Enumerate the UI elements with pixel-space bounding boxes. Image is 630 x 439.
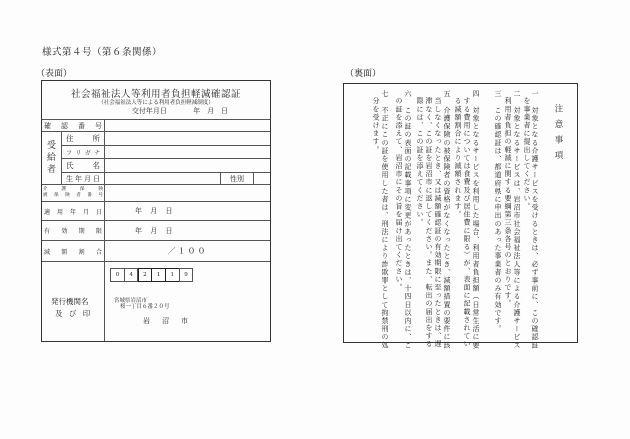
label-char: 所 (92, 134, 100, 143)
furigana-label (62, 146, 105, 158)
name-row (62, 158, 270, 172)
label-char: 保 (54, 193, 59, 198)
apply-date-row (42, 201, 270, 220)
card-subtitle: （社会福祉法人等による利用者負担軽減制度） (98, 100, 214, 106)
furigana-field[interactable] (105, 146, 270, 158)
label-char: 用 (56, 208, 63, 216)
insured-number-field[interactable] (105, 185, 270, 201)
confirmation-number-label (42, 120, 105, 131)
insurer-code-boxes (111, 268, 193, 282)
label-char: 号 (95, 121, 102, 130)
form-number: 様式第４号（第６条関係） (42, 47, 163, 58)
issuer-field (105, 262, 270, 341)
insured-number-label (42, 185, 105, 201)
issuer-label-line2: 及 び 印 (55, 309, 91, 318)
back-card (343, 83, 578, 350)
label-char: 限 (95, 228, 102, 235)
label-char: 月 (82, 208, 89, 216)
label-char: 有 (44, 228, 51, 235)
recipient-label (42, 132, 62, 184)
label-char: 介 (43, 187, 48, 192)
label-char: 名 (92, 161, 100, 170)
note-line: 利用者負担の軽減に関する要綱第三条各号のとおりです。 (504, 97, 512, 308)
label-char: 住 (66, 134, 74, 143)
notes-title: 注意事項 (553, 104, 563, 166)
label-char: 号 (98, 193, 103, 198)
card-header (42, 81, 270, 119)
label-char: 月 (84, 175, 91, 183)
note-line: 当しなくなったとき、又は減額確認証の有効期限に至ったときは、遅 (434, 97, 442, 349)
code-digit: 2 (138, 268, 153, 282)
label-char: 効 (61, 228, 68, 235)
gender-label: 性別 (220, 173, 254, 185)
label-char: 番 (87, 193, 92, 198)
front-card (41, 80, 271, 342)
reduction-rate-label (42, 241, 105, 261)
label-char: 期 (78, 228, 85, 235)
apply-date-label (42, 202, 105, 220)
label-char: 年 (69, 208, 76, 216)
note-line: 二 対象となるサービスは、岩沼市社会福祉法人等による介護サービス (513, 90, 521, 350)
label-char: フ (66, 149, 73, 157)
apply-date-value: 年 月 日 (135, 207, 173, 215)
label-char: 認 (61, 121, 68, 130)
label-char: 日 (95, 208, 102, 216)
code-digit: 1 (151, 268, 166, 282)
reduction-rate-row (42, 240, 270, 261)
issuer-city: 岩沼市 (143, 317, 200, 325)
note-line: の証を添えて、岩沼市にその旨を届け出てください。 (395, 97, 403, 292)
recipient-block (42, 131, 270, 184)
label-char: リ (75, 149, 82, 157)
label-char: 年 (75, 175, 82, 183)
address-label (62, 132, 105, 145)
note-line: 四 対象となるサービスを利用した場合、利用者負担額（日常生活に要 (472, 90, 480, 350)
expiry-row (42, 220, 270, 240)
label-char: 受 (46, 141, 56, 151)
confirmation-number-row (42, 119, 270, 131)
name-field[interactable] (105, 159, 270, 172)
issue-date (100, 106, 260, 116)
note-line: 一 対象となる介護サービスを受けるときは、必ず事前に、この確認証 (531, 90, 539, 350)
apply-date-field[interactable] (105, 202, 270, 220)
label-char: 確 (44, 121, 51, 130)
label-char: 生 (66, 175, 73, 183)
front-side-label: （表面） (36, 69, 73, 79)
insured-number-row (42, 184, 270, 201)
label-char: 被 (43, 193, 48, 198)
card-title: 社会福祉法人等利用者負担軽減確認証 (70, 89, 241, 100)
note-line: 六 この証の表面の記載事項に変更があったときは、十四日以内に、こ (404, 90, 412, 350)
issuer-label (42, 262, 105, 341)
note-line: 滞なく、この証を岩沼市に返してください。また、転出の届出をする (425, 97, 433, 349)
address-field[interactable] (105, 132, 270, 145)
issuer-label-line1: 発行機関名 (51, 297, 89, 306)
code-digit: 1 (165, 268, 180, 282)
address-row (62, 132, 270, 145)
label-char: 給 (46, 153, 56, 163)
label-char: ガ (84, 149, 91, 157)
issuer-row (42, 261, 270, 341)
note-line: 際には、この証を添えてください。 (416, 97, 424, 227)
label-char: 番 (78, 121, 85, 130)
label-char: 保 (80, 187, 85, 192)
note-line: する費用については食費及び居住費に限る）が、表面に記載されてい (463, 97, 471, 349)
expiry-field[interactable] (105, 221, 270, 240)
expiry-value: 年 月 日 (135, 226, 173, 235)
code-digit: 9 (179, 268, 194, 282)
label-char: 氏 (66, 161, 74, 170)
label-char: ナ (93, 149, 100, 157)
label-char: 険 (65, 193, 70, 198)
label-char: 者 (46, 165, 56, 175)
expiry-label (42, 221, 105, 240)
label-char: 険 (98, 187, 103, 192)
label-char: 日 (93, 175, 100, 183)
issue-date-label: 交付年月日 (131, 107, 167, 115)
issuer-address-line2: 桜一丁目６番２０号 (120, 304, 170, 310)
label-char: 合 (95, 248, 102, 256)
label-char: 適 (44, 208, 51, 216)
issue-date-value: 年 月 日 (193, 107, 229, 115)
label-char: 減 (44, 248, 51, 256)
issuer-address-line1: 宮城県岩沼市 (114, 298, 148, 304)
note-line: 五 介護保険の被保険者の資格がなくなったとき、減額措置の要件に該 (443, 90, 451, 350)
note-line: 三 この確認証は、都道府県に申出のあった事業者のみ有効です。 (494, 90, 502, 333)
note-line: を事業者に提出してください。 (523, 97, 531, 211)
note-line: る減額割合により減額されます。 (454, 97, 462, 219)
back-side-label: （裏面） (345, 69, 382, 79)
furigana-row (62, 145, 270, 158)
label-char: 護 (61, 187, 66, 192)
label-line (43, 193, 103, 199)
label-char: 割 (78, 248, 85, 256)
code-digit: 4 (124, 268, 139, 282)
code-digit: 0 (110, 268, 125, 282)
note-line: 分を受けます。 (372, 97, 380, 154)
reduction-rate-value: ／１００ (167, 246, 208, 256)
reduction-rate-field[interactable] (105, 241, 270, 261)
label-char: 額 (61, 248, 68, 256)
confirmation-number-field[interactable] (105, 120, 270, 131)
label-char: 者 (76, 193, 81, 198)
name-label (62, 159, 105, 172)
note-line: 七 不正にこの証を使用した者は、刑法により詐欺罪として拘禁刑の処 (381, 90, 389, 350)
